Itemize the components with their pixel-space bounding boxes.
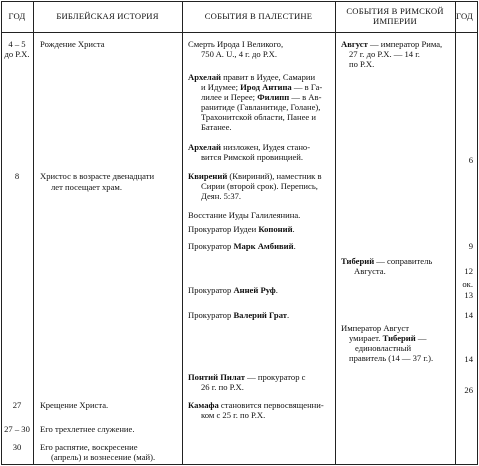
table-border-bottom: [1, 464, 477, 465]
rome-event: 27 г. до Р.Х. — 14 г.: [349, 49, 420, 59]
palestine-event: Камафа становится первосвященни-: [188, 400, 324, 410]
year-cell: 27: [12, 400, 22, 410]
palestine-event: Квирений (Квириний), наместник в: [188, 171, 322, 181]
biblical-event: Рождение Христа: [40, 39, 105, 49]
rome-event: Император Август: [341, 323, 409, 333]
palestine-event: Сирии (второй срок). Перепись,: [201, 181, 318, 191]
year-cell-right: 9: [468, 241, 473, 251]
biblical-event: (апрель) и вознесение (май).: [51, 452, 156, 462]
header-biblical-history: БИБЛЕЙСКАЯ ИСТОРИЯ: [56, 11, 159, 21]
rome-event: умирает. Тиберий —: [349, 333, 427, 343]
biblical-event: лет посещает храм.: [51, 182, 122, 192]
rome-event: по Р.Х.: [349, 59, 375, 69]
biblical-event: Его трехлетнее служение.: [40, 424, 135, 434]
year-cell: 8: [14, 171, 20, 181]
header-year-right: ГОД: [456, 11, 473, 21]
rome-event: единовластный: [355, 343, 412, 353]
year-cell-right: ок.: [462, 279, 473, 289]
table-border-right: [477, 1, 478, 465]
palestine-event: Понтий Пилат — прокуратор с: [188, 372, 306, 382]
column-divider-year: [33, 1, 34, 465]
column-divider-biblical: [182, 1, 183, 465]
palestine-event: и Идумее; Ирод Антипа — в Га-: [201, 82, 323, 92]
year-cell: до Р.Х.: [4, 49, 30, 59]
palestine-event: лилее и Перее; Филипп — в Ав-: [201, 92, 322, 102]
palestine-event: Прокуратор Иудеи Копоний.: [188, 224, 295, 234]
year-cell-right: 13: [464, 290, 473, 300]
table-border-top: [1, 1, 477, 2]
year-cell: 27 – 30: [4, 424, 30, 434]
palestine-event: Прокуратор Анней Руф.: [188, 285, 278, 295]
rome-event: Тиберий — соправитель: [341, 256, 433, 266]
palestine-event: ранитиде (Гавланитиде, Голане),: [201, 102, 321, 112]
palestine-event: Трахонитской области, Панее и: [201, 112, 316, 122]
rome-event: Август — император Рима,: [341, 39, 443, 49]
palestine-event: вится Римской провинцией.: [201, 152, 304, 162]
palestine-event: Архелай низложен, Иудея стано-: [188, 142, 311, 152]
palestine-event: Деян. 5:37.: [201, 191, 242, 201]
rome-event: правитель (14 — 37 г.).: [349, 353, 434, 363]
table-border-left: [1, 1, 2, 465]
column-divider-palestine: [335, 1, 336, 465]
palestine-event: 750 A. U., 4 г. до Р.Х.: [201, 49, 278, 59]
palestine-event: Прокуратор Валерий Грат.: [188, 310, 290, 320]
year-cell-right: 6: [468, 155, 473, 165]
palestine-event: Прокуратор Марк Амбивий.: [188, 241, 296, 251]
palestine-event: Восстание Иуды Галилеянина.: [188, 210, 301, 220]
year-cell-right: 14: [464, 354, 473, 364]
palestine-event: 26 г. по Р.Х.: [201, 382, 244, 392]
year-cell: 30: [12, 442, 22, 452]
header-rome-events-line1: СОБЫТИЯ В РИМСКОЙ: [346, 6, 444, 16]
year-cell-right: 12: [464, 266, 473, 276]
year-cell-right: 26: [464, 385, 473, 395]
header-year: ГОД: [8, 11, 26, 21]
palestine-event: Архелай правит в Иудее, Самарии: [188, 72, 316, 82]
palestine-event: Смерть Ирода I Великого,: [188, 39, 284, 49]
year-cell-right: 14: [464, 310, 473, 320]
biblical-event: Крещение Христа.: [40, 400, 109, 410]
header-divider: [1, 32, 477, 33]
palestine-event: ком с 25 г. по Р.Х.: [201, 410, 266, 420]
header-rome-events-line2: ИМПЕРИИ: [373, 16, 417, 26]
header-palestine-events: СОБЫТИЯ В ПАЛЕСТИНЕ: [204, 11, 313, 21]
palestine-event: Батанее.: [201, 122, 232, 132]
biblical-event: Христос в возрасте двенадцати: [40, 171, 155, 181]
year-cell: 4 – 5: [8, 39, 26, 49]
column-divider-rome: [455, 1, 456, 465]
rome-event: Августа.: [354, 266, 386, 276]
biblical-event: Его распятие, воскресение: [40, 442, 138, 452]
